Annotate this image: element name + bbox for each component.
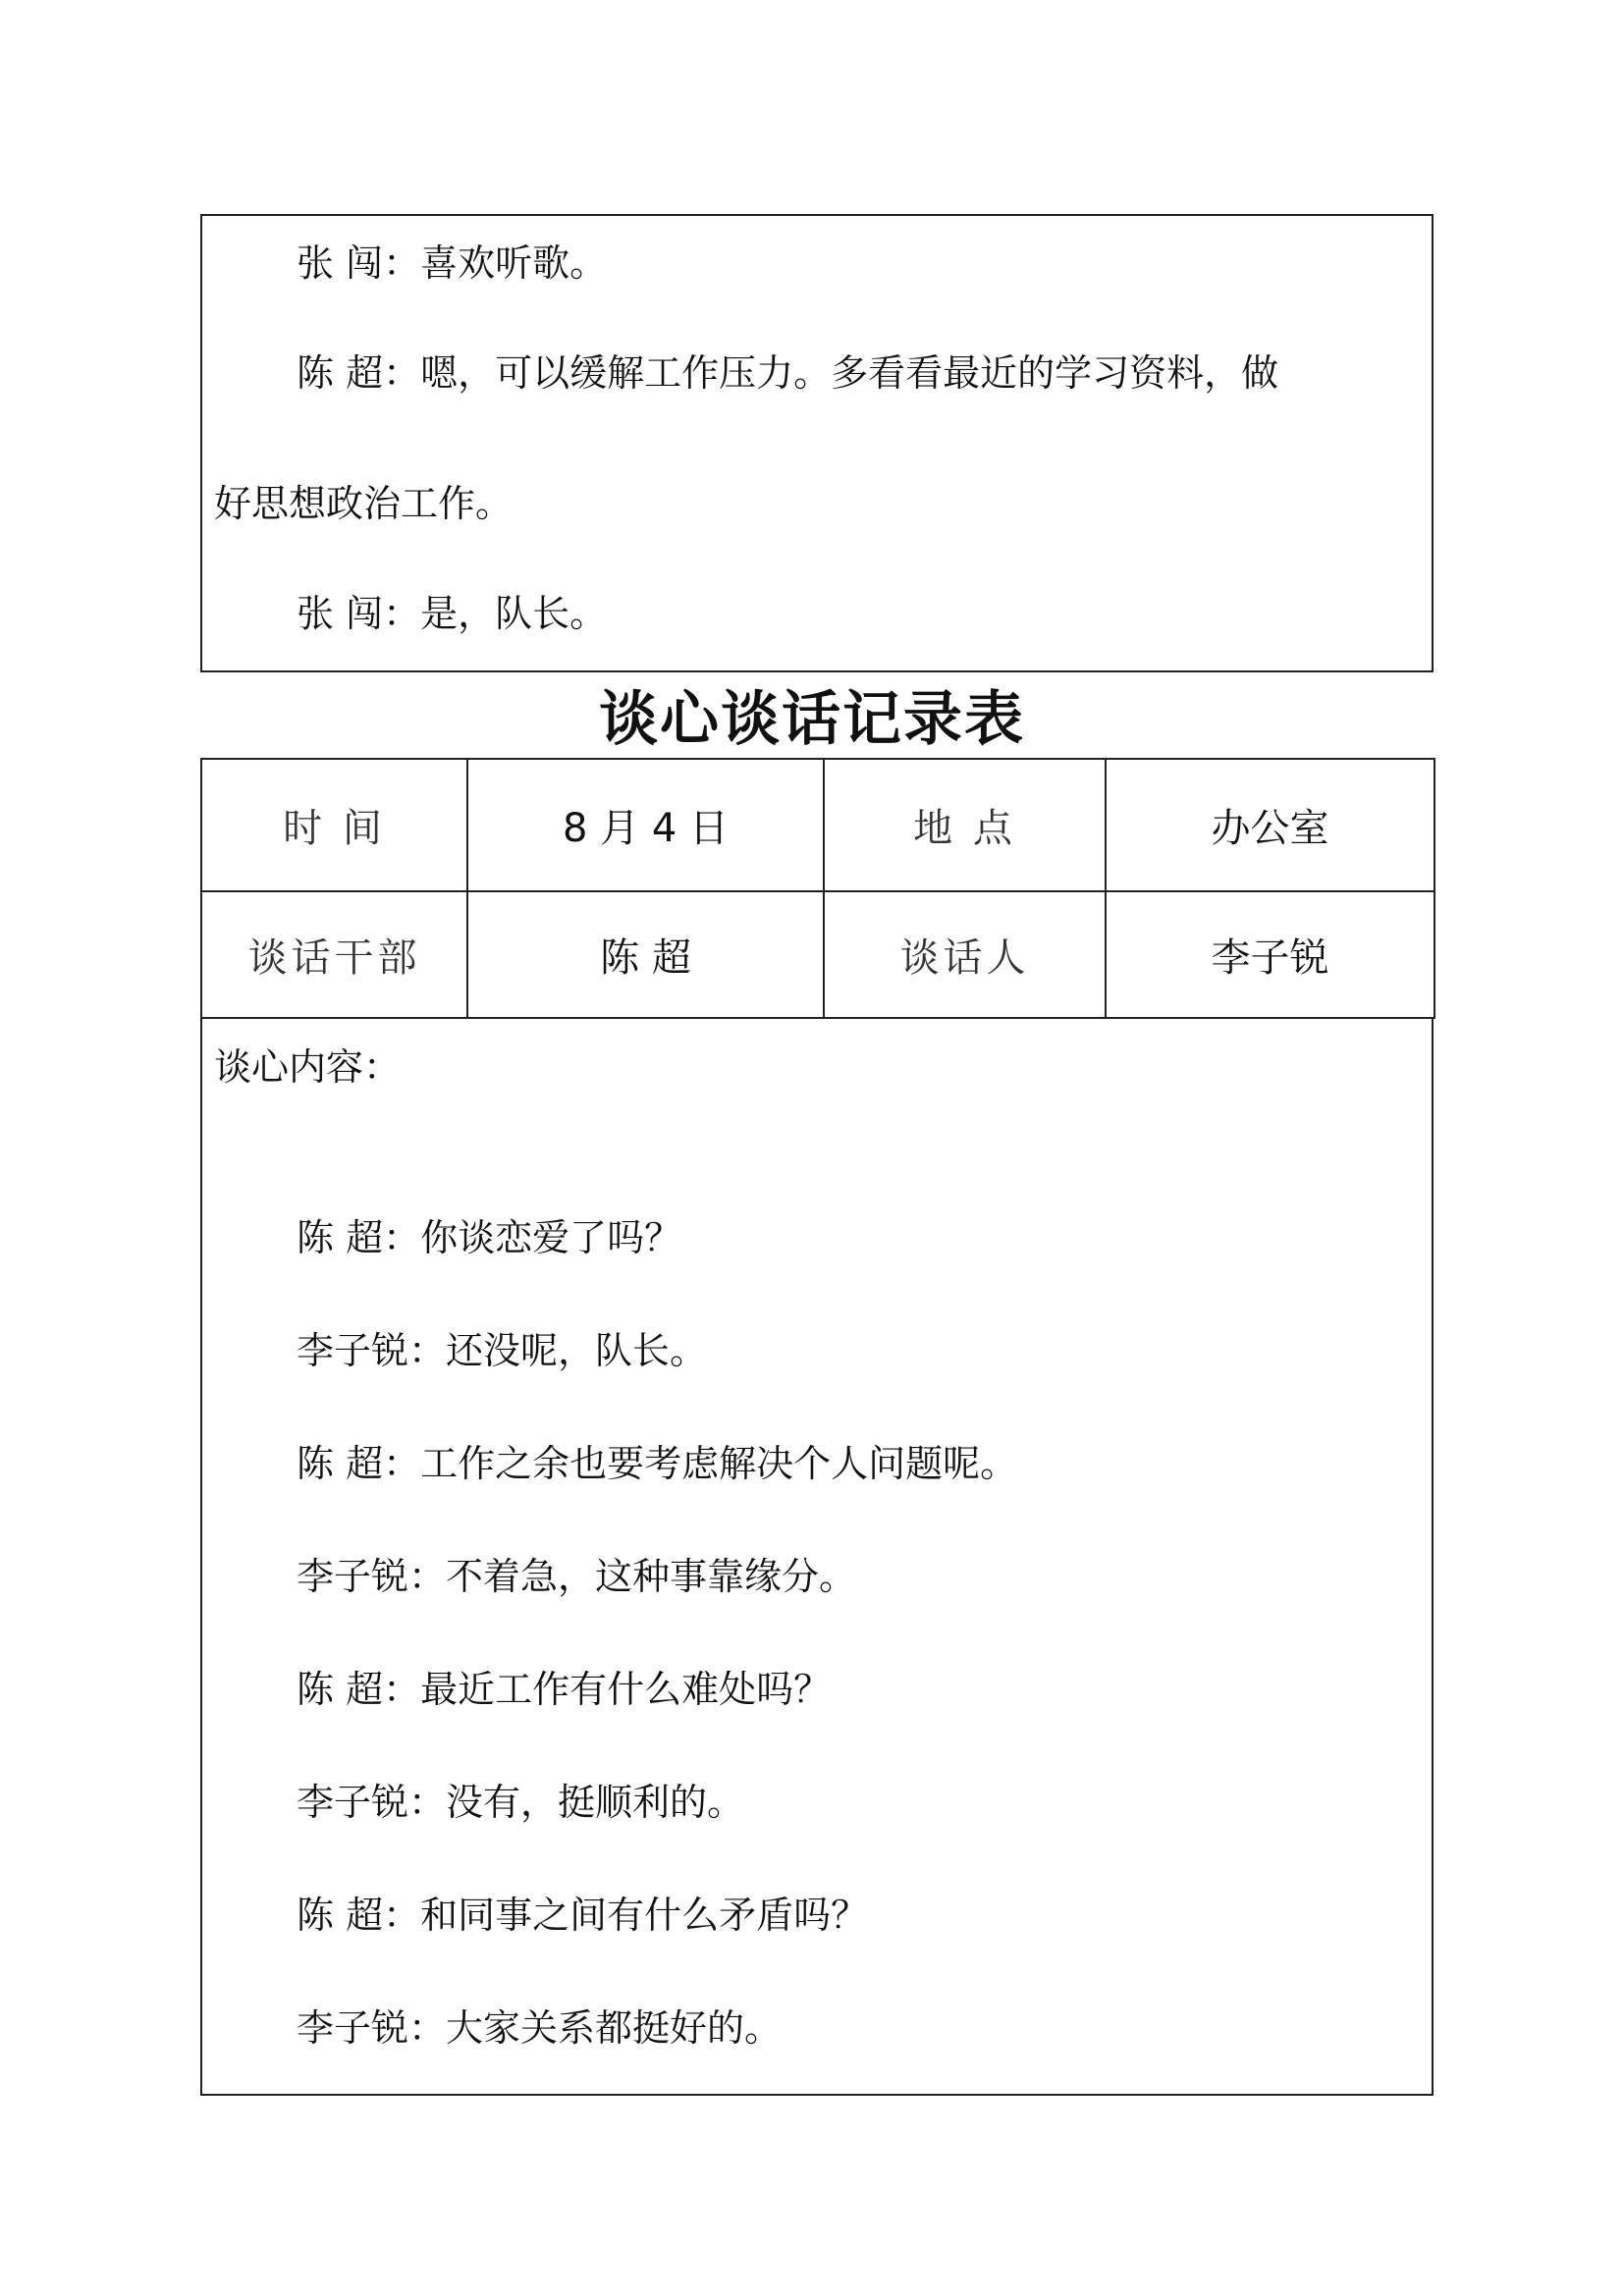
dialogue-line-4: 李子锐：不着急，这种事靠缘分。 — [297, 1555, 857, 1598]
dialogue-line-6: 李子锐：没有，挺顺利的。 — [297, 1781, 745, 1824]
previous-line-3: 好思想政治工作。 — [214, 482, 514, 525]
previous-line-1: 张 闯：喜欢听歌。 — [297, 241, 608, 285]
cadre-value: 陈 超 — [467, 891, 824, 1018]
place-label: 地 点 — [824, 759, 1106, 891]
cadre-label: 谈话干部 — [201, 891, 467, 1018]
time-value: 8 月 4 日 — [467, 759, 824, 891]
time-label: 时 间 — [201, 759, 467, 891]
dialogue-line-2: 李子锐：还没呢，队长。 — [297, 1329, 708, 1372]
dialogue-line-3: 陈 超：工作之余也要考虑解决个人问题呢。 — [297, 1442, 1018, 1485]
previous-line-4: 张 闯：是，队长。 — [297, 592, 608, 635]
person-label: 谈话人 — [824, 891, 1106, 1018]
record-header-table — [200, 758, 1435, 1019]
place-value: 办公室 — [1106, 759, 1435, 891]
form-title: 谈心谈话记录表 — [599, 685, 1025, 754]
dialogue-line-1: 陈 超：你谈恋爱了吗？ — [297, 1216, 682, 1259]
person-value: 李子锐 — [1106, 891, 1435, 1018]
dialogue-line-8: 李子锐：大家关系都挺好的。 — [297, 2006, 783, 2050]
dialogue-line-7: 陈 超：和同事之间有什么矛盾吗？ — [297, 1894, 869, 1937]
previous-line-2: 陈 超：嗯，可以缓解工作压力。多看看最近的学习资料，做 — [297, 351, 1279, 395]
dialogue-line-5: 陈 超：最近工作有什么难处吗？ — [297, 1668, 832, 1711]
content-label: 谈心内容： — [214, 1045, 402, 1089]
